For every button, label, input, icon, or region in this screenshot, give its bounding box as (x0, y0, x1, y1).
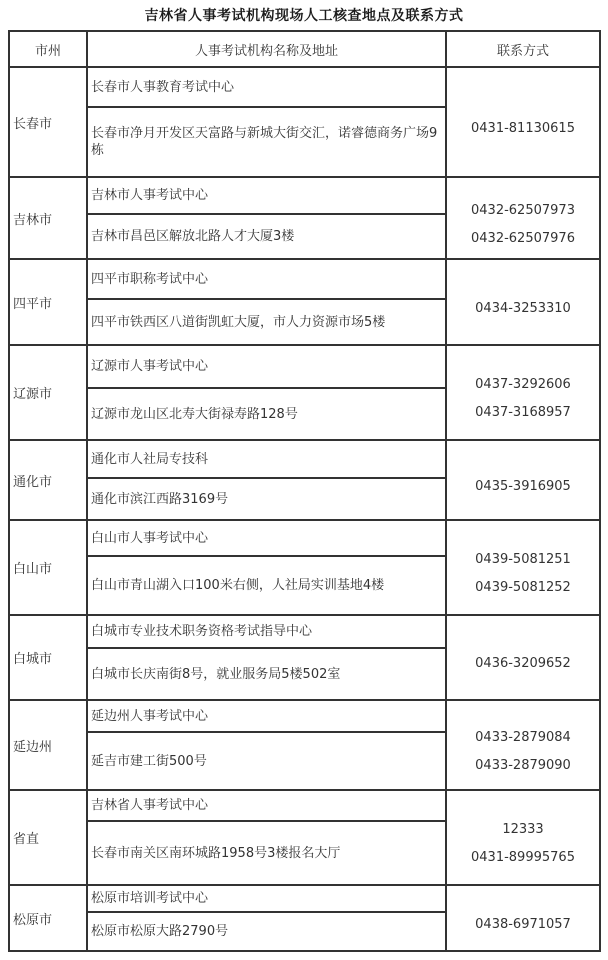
contact-cell (446, 177, 600, 259)
page-title: 吉林省人事考试机构现场人工核查地点及联系方式 (144, 8, 464, 24)
contact-cell (446, 440, 600, 520)
header-city: 市州 (9, 31, 87, 67)
org-address-cell: 白城市长庆南街8号，就业服务局5楼502室 (87, 648, 446, 700)
phone-number: 0432-62507976 (471, 230, 575, 246)
table-row (9, 345, 600, 388)
city-cell: 白山市 (9, 520, 87, 615)
table-row (9, 67, 600, 107)
phone-number: 0439-5081252 (475, 580, 571, 595)
city-cell: 四平市 (9, 259, 87, 345)
org-address-cell: 长春市净月开发区天富路与新城大街交汇，诺睿德商务广场9栋 (87, 107, 446, 177)
city-cell: 吉林市 (9, 177, 87, 259)
phone-number: 0437-3292606 (475, 377, 571, 392)
phone-number: 0432-62507973 (471, 202, 575, 218)
table-row (9, 520, 600, 556)
city-cell: 白城市 (9, 615, 87, 700)
phone-number: 12333 (502, 822, 544, 837)
phone-number: 0434-3253310 (475, 300, 571, 316)
org-name-cell: 白城市专业技术职务资格考试指导中心 (87, 615, 446, 648)
org-address-cell: 延吉市建工街500号 (87, 732, 446, 790)
contact-table (8, 30, 601, 952)
header-org: 人事考试机构名称及地址 (87, 31, 446, 67)
org-address-cell: 松原市松原大路2790号 (87, 912, 446, 951)
city-cell: 省直 (9, 790, 87, 885)
org-name-cell: 吉林省人事考试中心 (87, 790, 446, 821)
table-row (9, 177, 600, 214)
contact-cell (446, 520, 600, 615)
contact-cell (446, 259, 600, 345)
table-row (9, 790, 600, 821)
org-name-cell: 松原市培训考试中心 (87, 885, 446, 912)
contact-cell (446, 615, 600, 700)
header-contact: 联系方式 (446, 31, 600, 67)
org-name-cell: 长春市人事教育考试中心 (87, 67, 446, 107)
org-name-cell: 延边州人事考试中心 (87, 700, 446, 732)
table-row (9, 700, 600, 732)
org-name-cell: 通化市人社局专技科 (87, 440, 446, 478)
phone-number: 0437-3168957 (475, 405, 571, 420)
phone-number: 0431-81130615 (471, 120, 575, 136)
contact-cell (446, 885, 600, 951)
table-row (9, 615, 600, 648)
city-cell: 长春市 (9, 67, 87, 177)
phone-number: 0433-2879084 (475, 729, 571, 745)
org-address-cell: 四平市铁西区八道街凯虹大厦，市人力资源市场5楼 (87, 299, 446, 345)
org-name-cell: 四平市职称考试中心 (87, 259, 446, 299)
org-name-cell: 吉林市人事考试中心 (87, 177, 446, 214)
org-name-cell: 白山市人事考试中心 (87, 520, 446, 556)
phone-number: 0438-6971057 (475, 916, 571, 932)
org-address-cell: 长春市南关区南环城路1958号3楼报名大厅 (87, 821, 446, 885)
phone-number: 0431-89995765 (471, 850, 575, 865)
contact-cell (446, 67, 600, 177)
contact-cell (446, 790, 600, 885)
city-cell: 通化市 (9, 440, 87, 520)
table-row (9, 885, 600, 912)
org-address-cell: 通化市滨江西路3169号 (87, 478, 446, 520)
org-address-cell: 白山市青山湖入口100米右侧，人社局实训基地4楼 (87, 556, 446, 615)
org-name-cell: 辽源市人事考试中心 (87, 345, 446, 388)
phone-number: 0436-3209652 (475, 656, 571, 671)
table-row (9, 440, 600, 478)
phone-number: 0433-2879090 (475, 757, 571, 773)
city-cell: 延边州 (9, 700, 87, 790)
table-header-row (9, 31, 600, 67)
org-address-cell: 辽源市龙山区北寿大街禄寿路128号 (87, 388, 446, 440)
city-cell: 辽源市 (9, 345, 87, 440)
phone-number: 0435-3916905 (475, 478, 571, 494)
org-address-cell: 吉林市昌邑区解放北路人才大厦3楼 (87, 214, 446, 259)
contact-cell (446, 345, 600, 440)
city-cell: 松原市 (9, 885, 87, 951)
contact-cell (446, 700, 600, 790)
phone-number: 0439-5081251 (475, 552, 571, 567)
table-row (9, 259, 600, 299)
